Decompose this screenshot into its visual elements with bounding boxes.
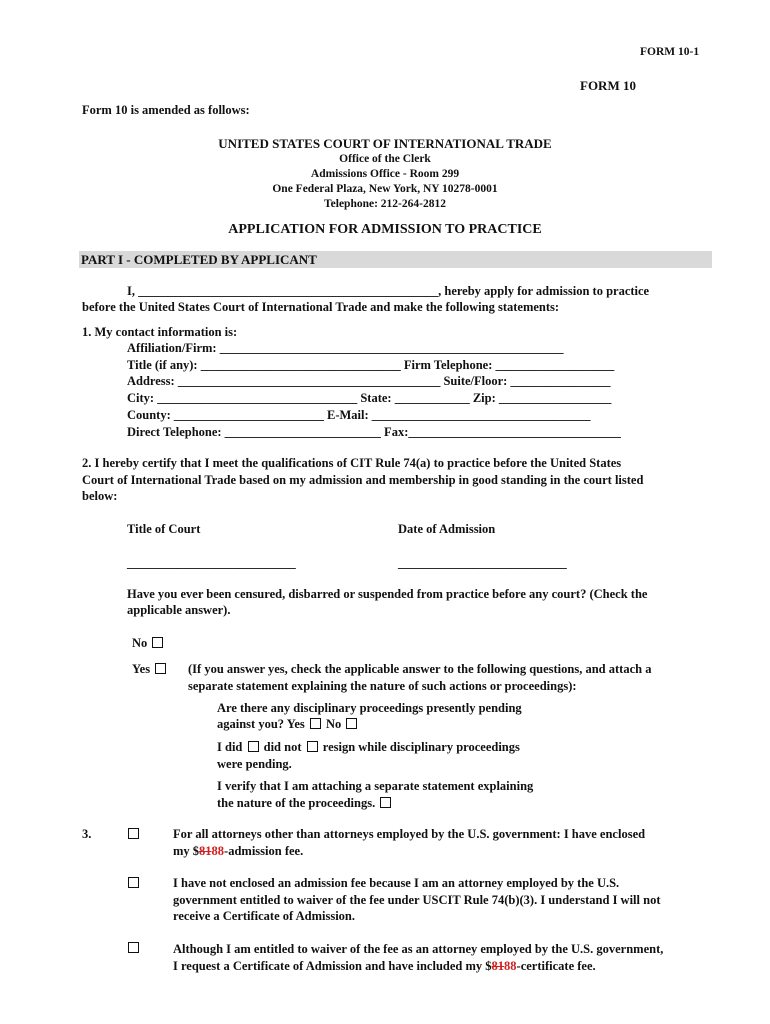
title-phone-field[interactable]: Title (if any): ________________________________ Firm Telephone: ___________________ [127, 358, 615, 372]
verify-statement-2 [217, 795, 393, 812]
censure-question-1: Have you ever been censured, disbarred or suspended from practice before any court? (Check the [127, 587, 648, 601]
resign-question-1 [217, 739, 520, 756]
yes-checkbox[interactable] [155, 663, 166, 674]
did-label: I did [217, 740, 243, 754]
fee-enclosed-checkbox[interactable] [128, 828, 139, 839]
pending-question-2 [217, 716, 359, 733]
court-title-blank[interactable]: ___________________________ [127, 556, 296, 570]
yes-note-1: (If you answer yes, check the applicable answer to the following questions, and attach a [188, 662, 652, 676]
fee-waiver-line-1: I have not enclosed an admission fee because I am an attorney employed by the U.S. [173, 876, 620, 890]
certificate-fee-prefix: I request a Certificate of Admission and have included my $ [173, 959, 492, 973]
county-email-field[interactable]: County: ________________________ E-Mail: ___________________________________ [127, 408, 591, 422]
fee-old-amount: 81 [199, 844, 212, 858]
certificate-fee-suffix: -certificate fee. [516, 959, 596, 973]
fee-enclosed-line-2 [173, 843, 303, 860]
part1-heading-bar [79, 251, 712, 268]
intro-line-1[interactable]: I, ________________________________________________, hereby apply for admission to practice [127, 284, 650, 298]
did-not-checkbox[interactable] [307, 741, 318, 752]
certificate-new-amount: 88 [504, 959, 517, 973]
resign-question-2: were pending. [217, 757, 292, 771]
court-name: UNITED STATES COURT OF INTERNATIONAL TRADE [218, 136, 552, 151]
certify-line-2: Court of International Trade based on my admission and membership in good standing in the court listed [82, 473, 644, 487]
form-number-top: FORM 10-1 [640, 46, 700, 58]
pending-no-checkbox[interactable] [346, 718, 357, 729]
no-label: No [132, 636, 148, 650]
certify-line-1: 2. I hereby certify that I meet the qualifications of CIT Rule 74(a) to practice before the United States [82, 456, 622, 470]
yes-label: Yes [132, 662, 151, 676]
certificate-old-amount: 81 [491, 959, 505, 973]
pending-yes-checkbox[interactable] [310, 718, 321, 729]
title-of-court-label: Title of Court [127, 522, 201, 536]
date-of-admission-label: Date of Admission [398, 522, 496, 536]
form-label: FORM 10 [580, 78, 636, 93]
affiliation-field[interactable]: Affiliation/Firm: _______________________________________________________ [127, 341, 564, 355]
admissions-office: Admissions Office - Room 299 [310, 168, 460, 180]
application-title: APPLICATION FOR ADMISSION TO PRACTICE [228, 222, 542, 237]
certificate-fee-checkbox-wrap [126, 940, 141, 957]
court-telephone: Telephone: 212-264-2812 [324, 198, 446, 210]
direct-phone-fax-field[interactable]: Direct Telephone: _________________________ Fax:__________________________________ [127, 425, 621, 439]
fee-waiver-checkbox[interactable] [128, 877, 139, 888]
fee-enclosed-line-1: For all attorneys other than attorneys employed by the U.S. government: I have enclosed [173, 827, 646, 841]
no-checkbox[interactable] [152, 637, 163, 648]
yes-note-2: separate statement explaining the nature of such actions or proceedings): [188, 679, 577, 693]
censure-question-2: applicable answer). [127, 603, 231, 617]
certify-line-3: below: [82, 489, 118, 503]
pending-yes-label: against you? Yes [217, 717, 305, 731]
certificate-fee-checkbox[interactable] [128, 942, 139, 953]
city-state-zip-field[interactable]: City: ________________________________ State: ____________ Zip: __________________ [127, 391, 612, 405]
did-not-label: did not [263, 740, 302, 754]
fee-enclosed-suffix: -admission fee. [224, 844, 304, 858]
amended-note: Form 10 is amended as follows: [82, 103, 250, 117]
clerk-office: Office of the Clerk [339, 153, 431, 165]
verify-label: the nature of the proceedings. [217, 796, 376, 810]
answer-yes [132, 661, 168, 678]
verify-checkbox[interactable] [380, 797, 391, 808]
address-field[interactable]: Address: __________________________________________ Suite/Floor: ________________ [127, 374, 611, 388]
fee-waiver-line-3: receive a Certificate of Admission. [173, 909, 356, 923]
part1-heading: PART I - COMPLETED BY APPLICANT [81, 252, 317, 267]
fee-enclosed-checkbox-wrap [126, 826, 141, 843]
fee-enclosed-prefix: my $ [173, 844, 200, 858]
fee-waiver-checkbox-wrap [126, 875, 141, 892]
did-checkbox[interactable] [248, 741, 259, 752]
fee-waiver-line-2: government entitled to waiver of the fee under USCIT Rule 74(b)(3). I understand I will not [173, 893, 661, 907]
pending-no-label: No [326, 717, 342, 731]
answer-no [132, 635, 165, 652]
intro-line-2: before the United States Court of International Trade and make the following statements: [82, 300, 560, 314]
section-3-number: 3. [82, 827, 92, 841]
admission-date-blank[interactable]: ___________________________ [398, 556, 567, 570]
fee-new-amount: 88 [211, 844, 225, 858]
contact-heading: 1. My contact information is: [82, 325, 238, 339]
certificate-fee-line-1: Although I am entitled to waiver of the fee as an attorney employed by the U.S. government, [173, 942, 664, 956]
pending-question-1: Are there any disciplinary proceedings presently pending [217, 701, 522, 715]
resign-label: resign while disciplinary proceedings [322, 740, 520, 754]
verify-statement-1: I verify that I am attaching a separate statement explaining [217, 779, 534, 793]
certificate-fee-line-2 [173, 958, 596, 975]
court-address: One Federal Plaza, New York, NY 10278-0001 [272, 183, 498, 195]
